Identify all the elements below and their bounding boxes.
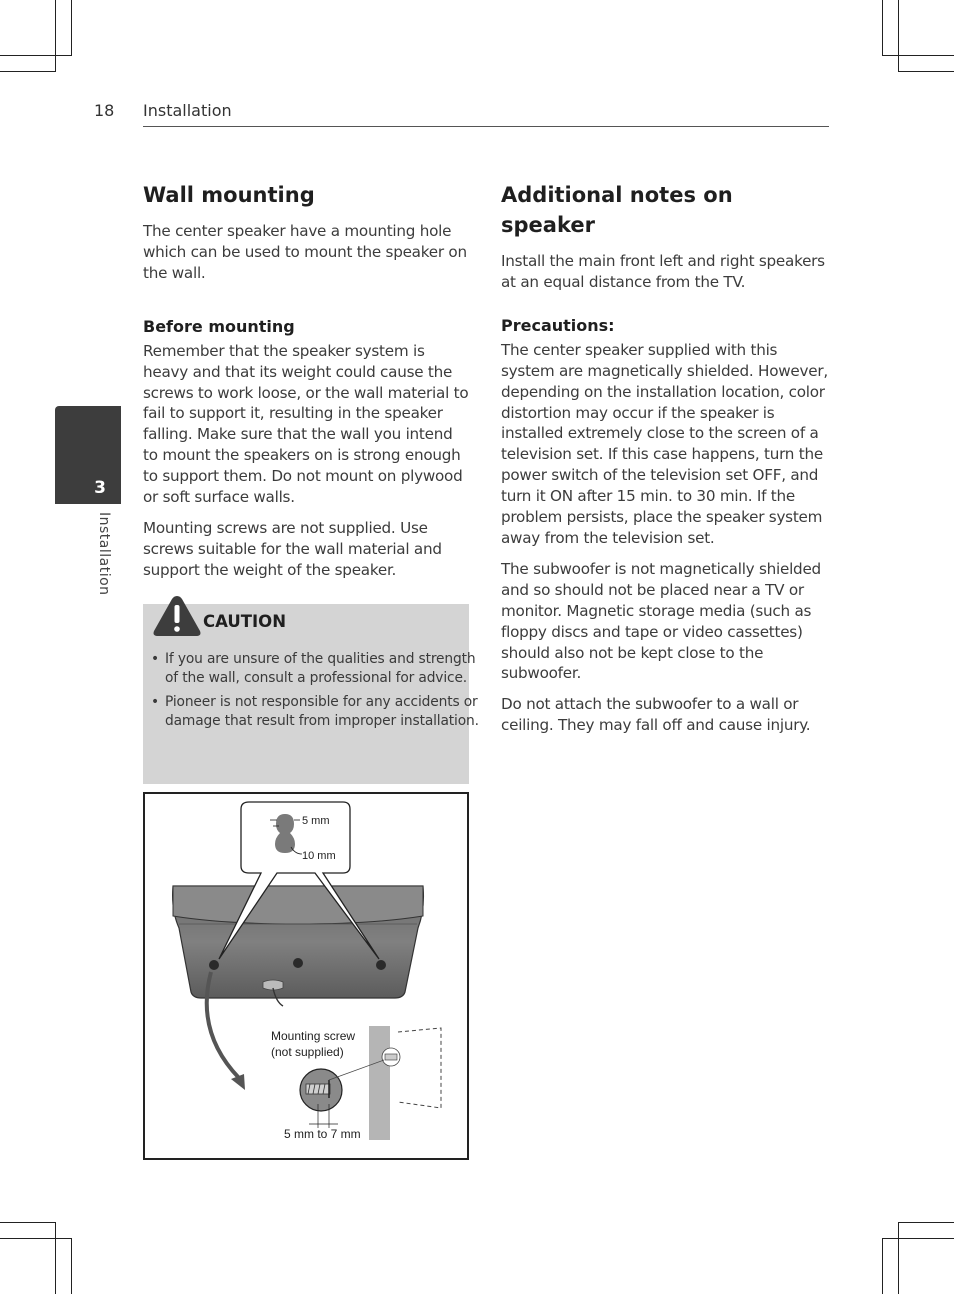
paragraph: Install the main front left and right speakers at an equal distance from the TV. — [501, 252, 825, 291]
hole-width-label: 5 mm — [302, 815, 330, 827]
list-item: • If you are unsure of the qualities and strength of the wall, consult a professional for advice. — [165, 650, 481, 687]
speaker-hole — [293, 958, 303, 968]
crop-mark — [882, 1238, 954, 1239]
wall-section — [369, 1026, 390, 1140]
wall-mounting-section — [143, 180, 469, 591]
mounting-diagram — [143, 792, 469, 1160]
crop-mark — [55, 1222, 56, 1294]
header-rule — [143, 126, 829, 127]
crop-mark — [71, 1238, 72, 1294]
mounting-hole — [209, 960, 219, 970]
paragraph: Mounting screws are not supplied. Use screws suitable for the wall material and support the weight of the speaker. — [143, 518, 442, 579]
paragraph: The subwoofer is not magnetically shielded and so should not be placed near a TV or monitor. Magnetic storage media (such as floppy discs and tape or video cassettes) should also not be kept close to the subwoofer. — [501, 559, 821, 683]
caution-title: CAUTION — [203, 612, 286, 631]
paragraph: The center speaker have a mounting hole which can be used to mount the speaker on the wall. — [143, 222, 467, 282]
crop-mark — [71, 0, 72, 56]
chapter-label: Installation — [96, 512, 112, 596]
crop-mark — [882, 55, 954, 56]
paragraph: Remember that the speaker system is heavy and that its weight could cause the screws to work loose, or the wall material to fail to support it, resulting in the speaker falling. Make sure that the wall you intend to mount the speakers on is strong enough to support them. Do not mount on plywood or soft surface walls. — [143, 341, 469, 507]
screw-label: Mounting screw — [271, 1029, 356, 1043]
caution-list — [143, 650, 481, 736]
crop-mark — [898, 0, 899, 72]
crop-mark — [882, 1238, 883, 1294]
warning-icon — [152, 594, 202, 638]
screw-protrusion-label: 5 mm to 7 mm — [284, 1127, 361, 1141]
mounting-hole — [376, 960, 386, 970]
running-header: Installation — [143, 101, 232, 120]
crop-mark — [55, 0, 56, 72]
section-title: Wall mounting — [143, 183, 315, 207]
additional-notes-section — [501, 180, 829, 746]
crop-mark — [0, 55, 72, 56]
hole-height-label: 10 mm — [302, 850, 336, 862]
paragraph: The center speaker supplied with this system are magnetically shielded. However, depending on the installation location, color distortion may occur if the speaker is installed extremely close to the screen of a television set. If this case happens, turn the power switch of the television set OFF, and turn it ON after 15 min. to 30 min. If the problem persists, place the speaker system away from the television set. — [501, 340, 828, 547]
section-title: Additional notes on speaker — [501, 183, 733, 237]
screw-label: (not supplied) — [271, 1045, 344, 1059]
crop-mark — [898, 1222, 954, 1223]
list-item: • Pioneer is not responsible for any accidents or damage that result from improper installation. — [165, 693, 481, 730]
page-number: 18 — [94, 101, 115, 120]
subsection-title: Before mounting — [143, 316, 295, 336]
crop-mark — [898, 71, 954, 72]
crop-mark — [0, 1238, 72, 1239]
crop-mark — [882, 0, 883, 56]
subsection-title: Precautions: — [501, 315, 615, 335]
speaker-illustration — [173, 886, 424, 1006]
crop-mark — [0, 71, 56, 72]
crop-mark — [898, 1222, 899, 1294]
crop-mark — [0, 1222, 56, 1223]
paragraph: Do not attach the subwoofer to a wall or ceiling. They may fall off and cause injury. — [501, 695, 811, 735]
chapter-number: 3 — [94, 478, 106, 498]
